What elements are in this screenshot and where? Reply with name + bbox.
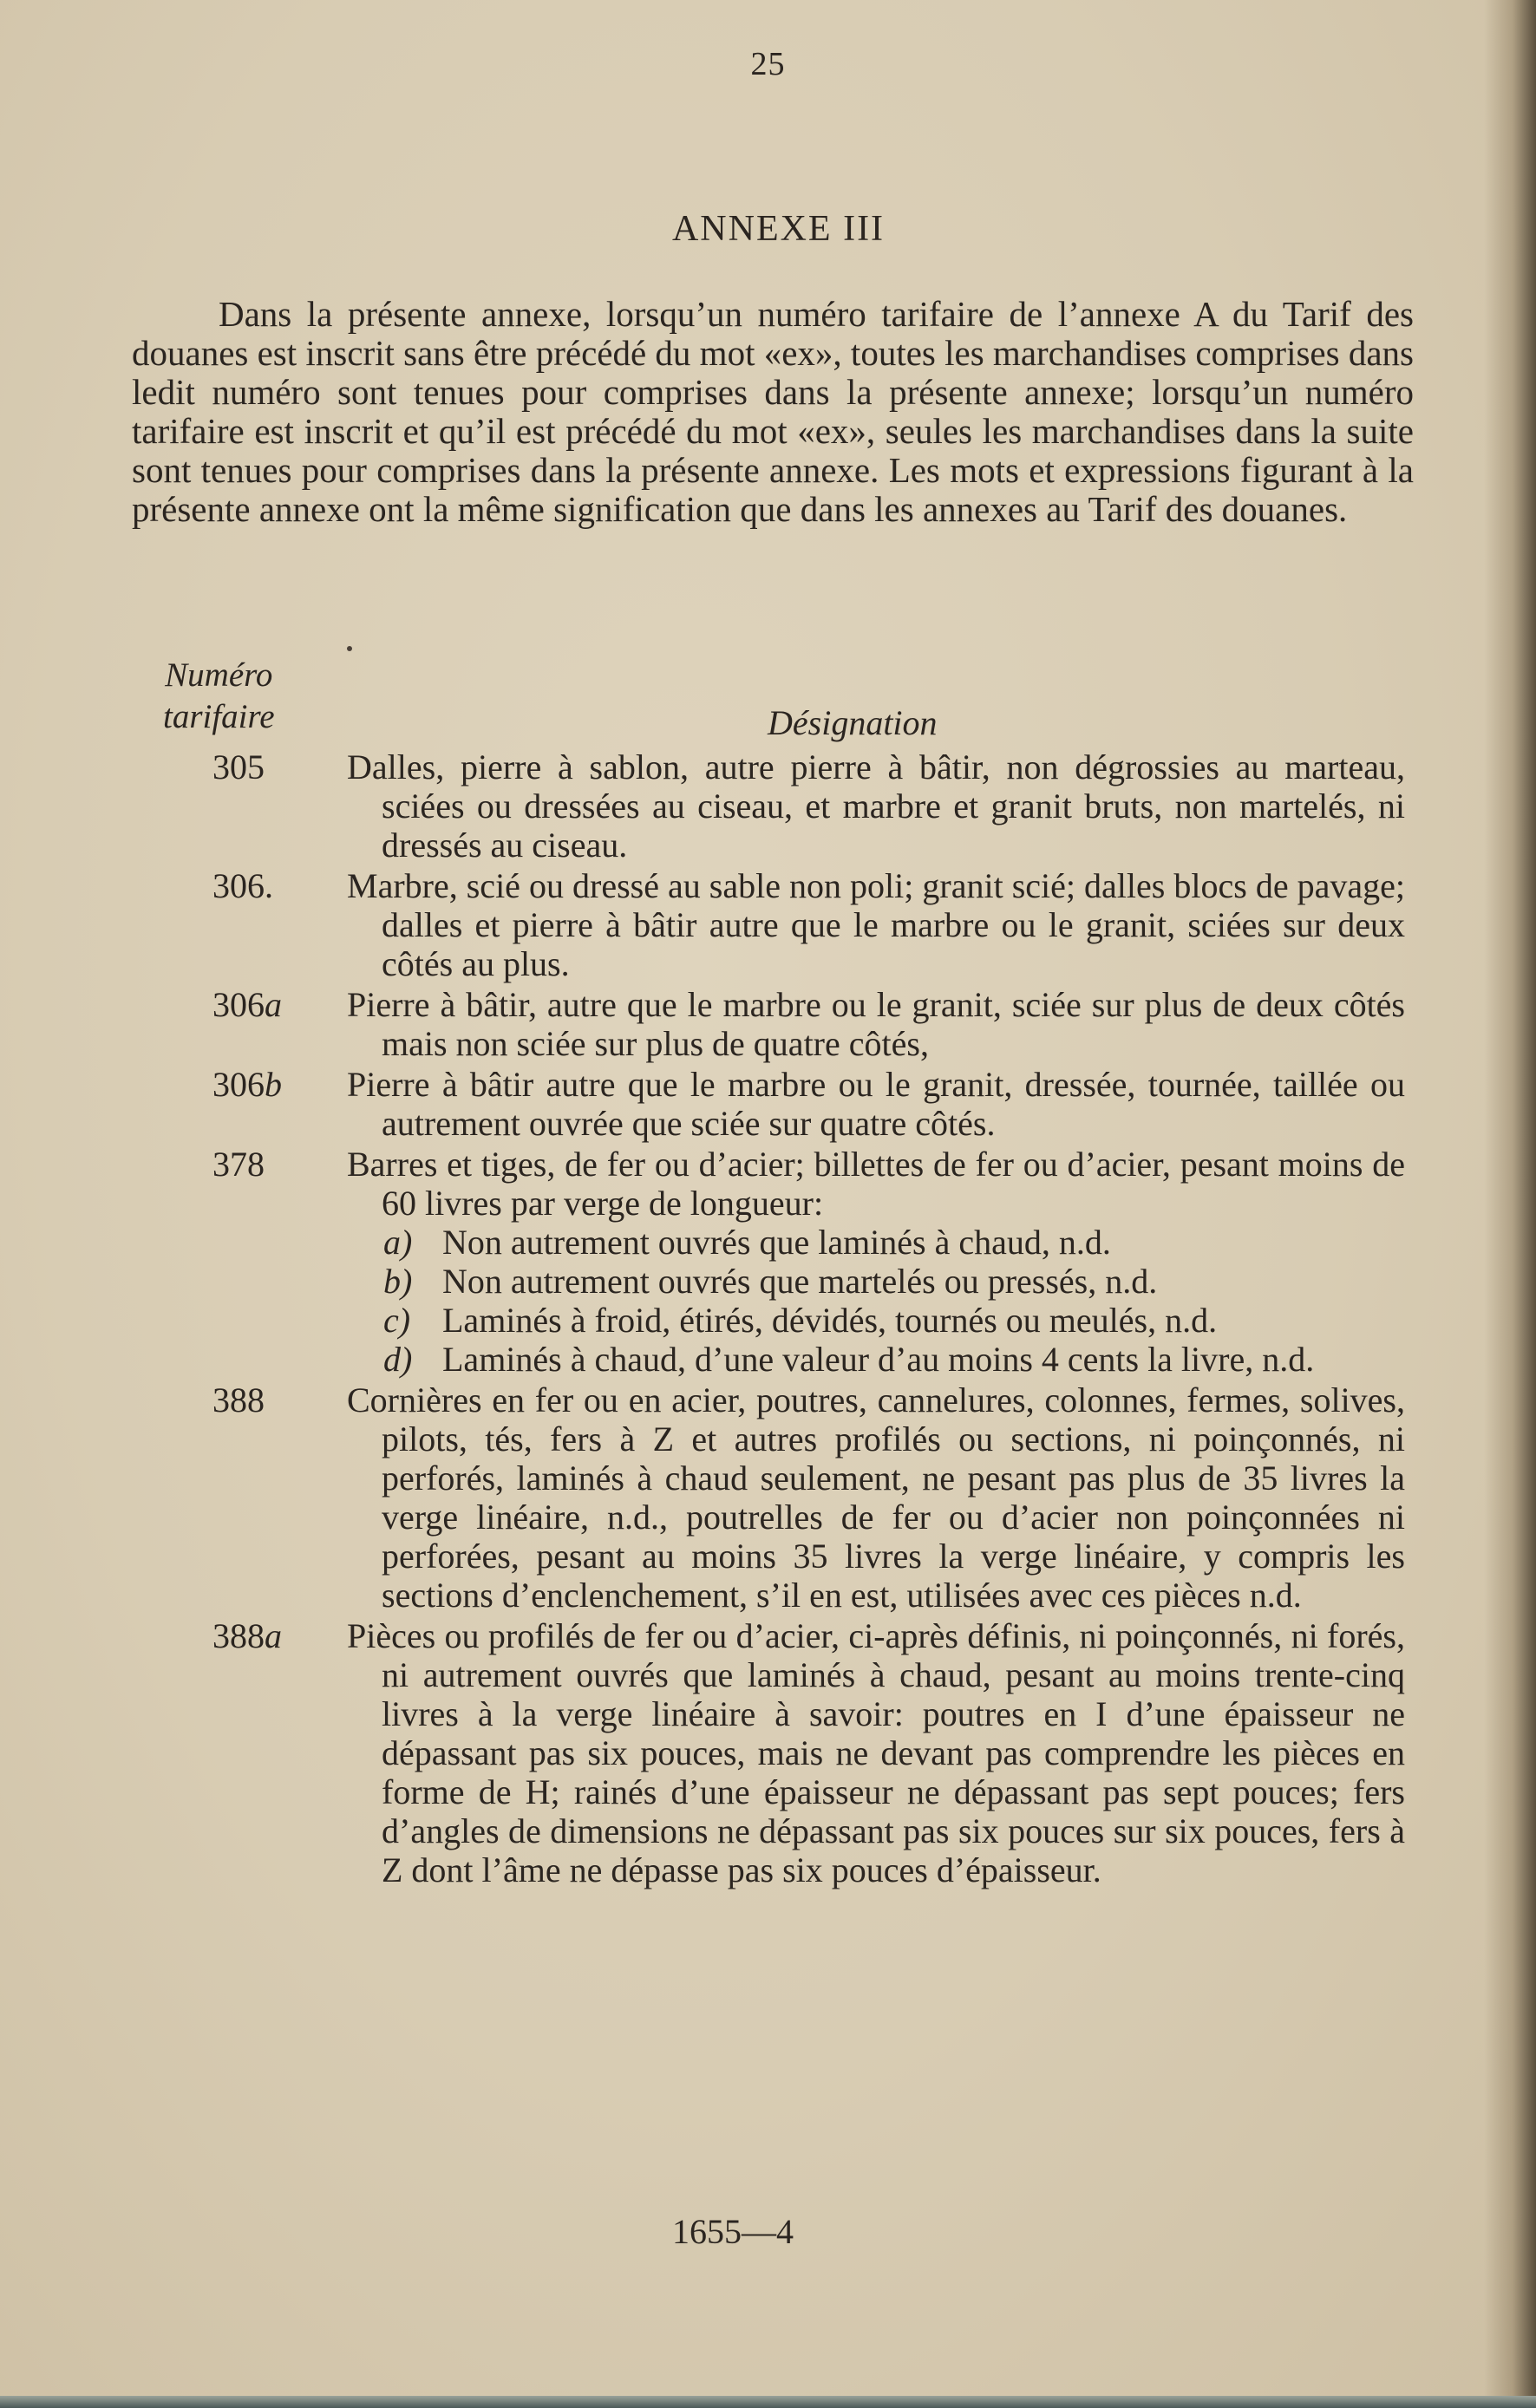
tariff-number: 388 — [212, 1380, 265, 1419]
tariff-designation: Barres et tiges, de fer ou d’acier; billettes de fer ou d’acier, pesant moins de 60 livres par verge de longueur: — [347, 1145, 1405, 1223]
page-number: 25 — [750, 46, 786, 82]
tariff-designation: Marbre, scié ou dressé au sable non poli; granit scié; dalles blocs de pavage; dalles et pierre à bâtir autre que le marbre ou le granit, sciées sur deux côtés au plus. — [347, 866, 1405, 983]
tariff-designation: Pierre à bâtir autre que le marbre ou le granit, dressée, tournée, taillée ou autrement ouvrée que sciée sur quatre côtés. — [347, 1065, 1405, 1143]
annex-title: ANNEXE III — [671, 209, 886, 249]
tariff-number-suffix: b — [265, 1065, 282, 1104]
tariff-number — [212, 1616, 317, 1655]
tariff-entry — [130, 1145, 1405, 1379]
tariff-designation: Cornières en fer ou en acier, poutres, cannelures, colonnes, fermes, solives, pilots, tés, fers à Z et autres profilés ou sections, ni poinçonnés, ni perforés, laminés à chaud seulement, ne pesant pas plus de 35 livres la verge linéaire, n.d., poutrelles de fer ou d’acier non poinçonnées ni perforées, pesant au moins 35 livres la verge linéaire, y compris les sections d’enclenchement, s’il en est, utilisées avec ces pièces n.d. — [347, 1380, 1405, 1615]
column-header-number-line1: Numéro — [165, 656, 273, 694]
column-header-designation: Désignation — [768, 703, 938, 742]
tariff-number-base: 388 — [212, 1616, 265, 1655]
tariff-number-suffix: a — [265, 985, 282, 1024]
bottom-edge — [0, 2396, 1536, 2408]
sub-item — [347, 1223, 1405, 1262]
tariff-number-suffix: a — [265, 1616, 282, 1655]
tariff-designation: Pierre à bâtir, autre que le marbre ou le granit, sciée sur plus de deux côtés mais non sciée sur plus de quatre côtés, — [347, 985, 1405, 1063]
ink-speck — [347, 646, 352, 651]
sub-item — [347, 1301, 1405, 1340]
sub-item-letter: b) — [383, 1262, 413, 1301]
sub-item-letter: a) — [383, 1223, 413, 1262]
sub-item-letter: d) — [383, 1340, 413, 1379]
tariff-entry — [130, 747, 1405, 865]
tariff-number: 305 — [212, 747, 265, 786]
tariff-designation: Dalles, pierre à sablon, autre pierre à bâtir, non dégrossies au marteau, sciées ou dressées au ciseau, et marbre et granit bruts, non martelés, ni dressés au ciseau. — [347, 747, 1405, 865]
sub-item-text: Laminés à chaud, d’une valeur d’au moins 4 cents la livre, n.d. — [442, 1340, 1315, 1379]
sub-item-letter: c) — [383, 1301, 411, 1340]
intro-paragraph: Dans la présente annexe, lorsqu’un numéro tarifaire de l’annexe A du Tarif des douanes est inscrit sans être précédé du mot «ex», toutes les marchandises comprises dans ledit numéro sont tenues pour comprises dans la présente annexe; lorsqu’un numéro tarifaire est inscrit et qu’il est précédé du mot «ex», seules les marchandises dans la suite sont tenues pour comprises dans la présente annexe. Les mots et expressions figurant à la présente annexe ont la même signification que dans les annexes au Tarif des douanes. — [132, 294, 1414, 529]
tariff-entry — [130, 1065, 1405, 1143]
tariff-number: 306. — [212, 866, 273, 905]
sub-item-text: Non autrement ouvrés que martelés ou pressés, n.d. — [442, 1262, 1158, 1301]
sub-item — [347, 1340, 1405, 1379]
page-edge-shadow — [1484, 0, 1536, 2408]
tariff-entry — [130, 1616, 1405, 1889]
sub-item-text: Laminés à froid, étirés, dévidés, tournés ou meulés, n.d. — [442, 1301, 1218, 1340]
column-header-number — [163, 655, 275, 738]
tariff-number — [212, 1065, 317, 1104]
sub-item — [347, 1262, 1405, 1301]
tariff-designation: Pièces ou profilés de fer ou d’acier, ci-après définis, ni poinçonnés, ni forés, ni autrement ouvrés que laminés à chaud, pesant au moins trente-cinq livres à la verge linéaire à savoir: poutres en I d’une épaisseur ne dépassant pas six pouces, mais ne devant pas comprendre les pièces en forme de H; rainés d’une épaisseur ne dépassant pas sept pouces; fers d’angles de dimensions ne dépassant pas six pouces sur six pouces, fers à Z dont l’âme ne dépasse pas six pouces d’épaisseur. — [347, 1616, 1405, 1889]
tariff-number — [212, 985, 317, 1024]
sub-item-text: Non autrement ouvrés que laminés à chaud, n.d. — [442, 1223, 1111, 1262]
tariff-number: 378 — [212, 1145, 265, 1184]
tariff-entries — [130, 747, 1405, 1891]
tariff-number-base: 306 — [212, 985, 265, 1024]
tariff-number-base: 306 — [212, 1065, 265, 1104]
tariff-entry — [130, 1380, 1405, 1615]
tariff-entry — [130, 866, 1405, 983]
tariff-entry — [130, 985, 1405, 1063]
column-header-number-line2: tarifaire — [163, 698, 275, 735]
print-code: 1655—4 — [672, 2212, 794, 2251]
